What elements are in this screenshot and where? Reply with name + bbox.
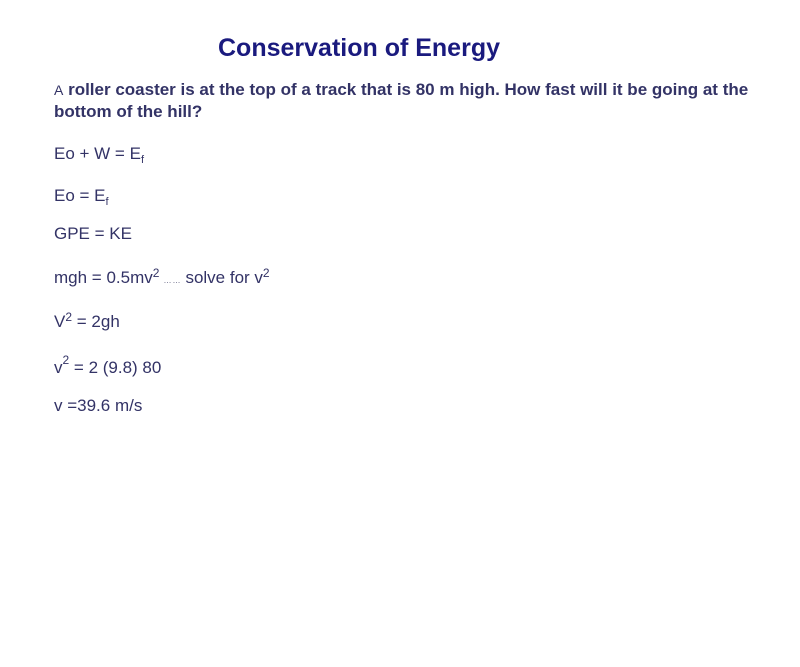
equation-6-right: = 2 (9.8) 80 — [73, 358, 162, 377]
slide-title: Conservation of Energy — [218, 34, 500, 62]
equation-energy-balance — [54, 186, 109, 208]
equation-v-squared — [54, 310, 120, 332]
equation-6-superscript: 2 — [62, 353, 70, 367]
equation-energy-work — [54, 144, 144, 166]
equation-4-dots: …… — [163, 276, 182, 285]
solve-note: solve for v — [185, 268, 263, 287]
equation-gpe-ke: GPE = KE — [54, 224, 132, 243]
equation-5-superscript: 2 — [65, 310, 73, 324]
equation-mgh — [54, 266, 270, 288]
equation-6-text: v — [54, 358, 63, 377]
equation-2-text: Eo = E — [54, 186, 106, 205]
solve-note-superscript: 2 — [262, 266, 270, 280]
problem-text: roller coaster is at the top of a track that is 80 m high. How fast will it be going at the bottom of the hill? — [54, 80, 749, 121]
equation-4-text: mgh = 0.5mv — [54, 268, 153, 287]
equation-4-superscript: 2 — [152, 266, 160, 280]
problem-lead: A — [54, 82, 64, 98]
equation-1-text: Eo + W = E — [54, 144, 141, 163]
problem-statement — [54, 79, 794, 123]
equation-5-right: = 2gh — [76, 312, 120, 331]
equation-result: v =39.6 m/s — [54, 396, 143, 415]
equation-substitution — [54, 353, 161, 378]
equation-5-text: V — [54, 312, 66, 331]
equation-2-subscript: f — [105, 196, 109, 208]
equation-1-subscript: f — [140, 154, 144, 166]
